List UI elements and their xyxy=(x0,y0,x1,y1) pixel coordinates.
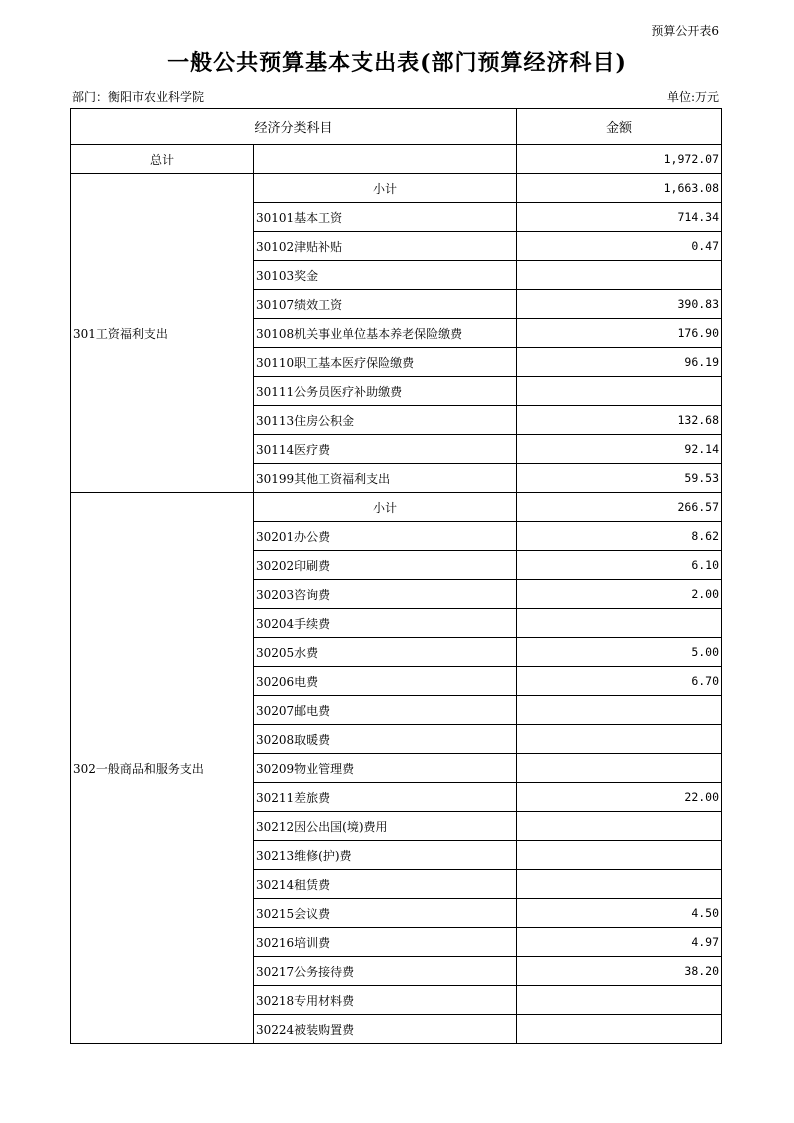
item-label: 30108机关事业单位基本养老保险缴费 xyxy=(254,319,517,348)
item-label: 30212因公出国(境)费用 xyxy=(254,812,517,841)
page-title: 一般公共预算基本支出表(部门预算经济科目) xyxy=(167,50,627,76)
item-amount: 2.00 xyxy=(517,580,722,609)
item-label: 30206电费 xyxy=(254,667,517,696)
item-amount: 132.68 xyxy=(517,406,722,435)
item-label: 30205水费 xyxy=(254,638,517,667)
total-amount: 1,972.07 xyxy=(517,145,722,174)
item-amount: 38.20 xyxy=(517,957,722,986)
item-amount xyxy=(517,841,722,870)
item-amount xyxy=(517,986,722,1015)
item-amount: 4.50 xyxy=(517,899,722,928)
subtotal-amount: 1,663.08 xyxy=(517,174,722,203)
item-label: 30110职工基本医疗保险缴费 xyxy=(254,348,517,377)
item-amount xyxy=(517,870,722,899)
total-empty-cell xyxy=(254,145,517,174)
subtotal-row xyxy=(71,174,722,203)
item-amount: 390.83 xyxy=(517,290,722,319)
item-label: 30203咨询费 xyxy=(254,580,517,609)
item-amount: 4.97 xyxy=(517,928,722,957)
item-label: 30213维修(护)费 xyxy=(254,841,517,870)
item-amount: 8.62 xyxy=(517,522,722,551)
item-label: 30214租赁费 xyxy=(254,870,517,899)
budget-table xyxy=(70,108,722,1044)
amount-header: 金额 xyxy=(517,109,722,145)
item-label: 30107绩效工资 xyxy=(254,290,517,319)
item-label: 30216培训费 xyxy=(254,928,517,957)
item-amount: 96.19 xyxy=(517,348,722,377)
item-amount: 5.00 xyxy=(517,638,722,667)
item-label: 30224被装购置费 xyxy=(254,1015,517,1044)
item-amount: 714.34 xyxy=(517,203,722,232)
item-label: 30207邮电费 xyxy=(254,696,517,725)
item-label: 30113住房公积金 xyxy=(254,406,517,435)
subject-header: 经济分类科目 xyxy=(71,109,517,145)
category-cell: 302一般商品和服务支出 xyxy=(71,493,254,1044)
item-label: 30101基本工资 xyxy=(254,203,517,232)
item-amount xyxy=(517,609,722,638)
item-amount: 176.90 xyxy=(517,319,722,348)
category-cell: 301工资福利支出 xyxy=(71,174,254,493)
item-label: 30202印刷费 xyxy=(254,551,517,580)
header-row xyxy=(71,109,722,145)
item-label: 30215会议费 xyxy=(254,899,517,928)
item-amount xyxy=(517,696,722,725)
item-label: 30102津贴补贴 xyxy=(254,232,517,261)
item-amount: 59.53 xyxy=(517,464,722,493)
item-amount: 92.14 xyxy=(517,435,722,464)
total-row xyxy=(71,145,722,174)
unit-label: 单位:万元 xyxy=(666,90,719,104)
subtotal-row xyxy=(71,493,722,522)
item-label: 30111公务员医疗补助缴费 xyxy=(254,377,517,406)
item-label: 30114医疗费 xyxy=(254,435,517,464)
item-amount: 0.47 xyxy=(517,232,722,261)
item-label: 30103奖金 xyxy=(254,261,517,290)
subtotal-amount: 266.57 xyxy=(517,493,722,522)
item-label: 30201办公费 xyxy=(254,522,517,551)
department-label: 部门：衡阳市农业科学院 xyxy=(72,90,205,104)
subtotal-label: 小计 xyxy=(254,174,517,203)
item-amount: 22.00 xyxy=(517,783,722,812)
table-number-label: 预算公开表6 xyxy=(651,24,719,38)
item-amount: 6.10 xyxy=(517,551,722,580)
item-label: 30204手续费 xyxy=(254,609,517,638)
budget-table-body xyxy=(71,109,722,1044)
item-label: 30211差旅费 xyxy=(254,783,517,812)
item-amount xyxy=(517,261,722,290)
item-amount xyxy=(517,1015,722,1044)
item-label: 30217公务接待费 xyxy=(254,957,517,986)
item-label: 30208取暖费 xyxy=(254,725,517,754)
item-label: 30209物业管理费 xyxy=(254,754,517,783)
item-label: 30218专用材料费 xyxy=(254,986,517,1015)
item-amount xyxy=(517,725,722,754)
item-amount: 6.70 xyxy=(517,667,722,696)
item-amount xyxy=(517,377,722,406)
subtotal-label: 小计 xyxy=(254,493,517,522)
item-label: 30199其他工资福利支出 xyxy=(254,464,517,493)
total-label: 总计 xyxy=(71,145,254,174)
item-amount xyxy=(517,754,722,783)
item-amount xyxy=(517,812,722,841)
